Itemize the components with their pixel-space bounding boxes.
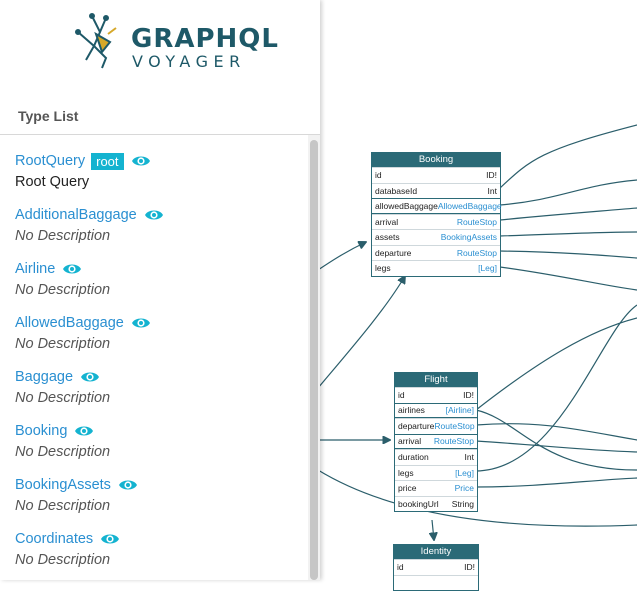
field-flight-id[interactable] (395, 387, 477, 403)
type-list-scrollbar-thumb[interactable] (310, 140, 318, 580)
field-flight-bookingurl[interactable] (395, 496, 477, 512)
eye-icon[interactable] (100, 532, 120, 546)
type-link-baggage[interactable]: Baggage (15, 369, 74, 385)
field-type: Int (487, 185, 497, 196)
field-booking-id[interactable] (372, 167, 500, 183)
type-item-airline (15, 259, 110, 309)
field-type-link[interactable]: [Airline] (445, 405, 474, 416)
root-badge: root (91, 153, 123, 170)
type-list[interactable] (0, 135, 306, 580)
field-name: arrival (375, 216, 399, 227)
field-name: legs (398, 467, 414, 478)
field-name: bookingUrl (398, 498, 439, 509)
field-name: id (398, 390, 405, 401)
node-booking[interactable] (371, 152, 501, 277)
logo-subtitle: VOYAGER (132, 52, 246, 71)
field-booking-departure[interactable] (372, 245, 500, 261)
field-name: departure (398, 421, 435, 432)
field-flight-legs[interactable] (395, 465, 477, 481)
type-item-baggage (15, 367, 110, 417)
eye-icon[interactable] (74, 424, 94, 438)
field-name: price (398, 483, 417, 494)
type-item-bookingassets (15, 475, 138, 525)
field-type: ID! (464, 562, 475, 573)
field-name: assets (375, 232, 400, 243)
field-type-link[interactable]: [Leg] (455, 467, 474, 478)
field-flight-price[interactable] (395, 480, 477, 496)
eye-icon[interactable] (62, 262, 82, 276)
field-flight-airlines[interactable] (395, 403, 477, 419)
field-type: String (451, 498, 474, 509)
node-flight[interactable] (394, 372, 478, 512)
field-type-link[interactable]: RouteStop (456, 247, 497, 258)
eye-icon[interactable] (144, 208, 164, 222)
field-name: id (375, 170, 382, 181)
type-description: No Description (15, 282, 111, 298)
type-link-airline[interactable]: Airline (15, 261, 56, 277)
field-name: allowedBaggage (375, 200, 438, 211)
type-link-additionalbaggage[interactable]: AdditionalBaggage (15, 207, 137, 223)
field-flight-departure[interactable] (395, 418, 477, 434)
field-type: ID! (486, 170, 497, 181)
field-booking-legs[interactable] (372, 260, 500, 276)
field-flight-arrival[interactable] (395, 434, 477, 450)
eye-icon[interactable] (80, 370, 100, 384)
field-identity-clipped[interactable] (394, 575, 478, 591)
field-type-link[interactable]: BookingAssets (440, 232, 497, 243)
type-link-booking[interactable]: Booking (15, 423, 68, 439)
field-booking-databaseid[interactable] (372, 183, 500, 199)
logo-title: GRAPHQL (131, 24, 279, 54)
type-item-coordinates (15, 529, 120, 579)
field-type-link[interactable]: RouteStop (456, 216, 497, 227)
field-name: airlines (398, 405, 425, 416)
eye-icon[interactable] (118, 478, 138, 492)
type-item-booking (15, 421, 110, 471)
node-identity-title[interactable]: Identity (394, 545, 478, 559)
type-link-rootquery[interactable]: RootQuery (15, 153, 86, 169)
field-name: legs (375, 263, 391, 274)
node-booking-title[interactable]: Booking (372, 153, 500, 167)
type-description: No Description (15, 552, 111, 568)
field-booking-arrival[interactable] (372, 214, 500, 230)
field-type-link[interactable]: [Leg] (478, 263, 497, 274)
node-identity[interactable] (393, 544, 479, 591)
type-description: No Description (15, 390, 111, 406)
node-flight-title[interactable]: Flight (395, 373, 477, 387)
type-list-heading: Type List (18, 108, 79, 124)
field-booking-assets[interactable] (372, 229, 500, 245)
field-name: arrival (398, 436, 422, 447)
type-description: No Description (15, 336, 111, 352)
type-item-allowedbaggage (15, 313, 151, 363)
type-description: No Description (15, 228, 111, 244)
field-booking-allowedbaggage[interactable] (372, 198, 500, 214)
type-link-bookingassets[interactable]: BookingAssets (15, 477, 111, 493)
voyager-satellite-icon (72, 12, 128, 72)
field-type-link[interactable]: RouteStop (434, 421, 475, 432)
field-flight-duration[interactable] (395, 449, 477, 465)
side-panel (0, 0, 320, 580)
eye-icon[interactable] (131, 316, 151, 330)
type-description: No Description (15, 444, 111, 460)
type-description: No Description (15, 498, 111, 514)
type-item-additionalbaggage (15, 205, 164, 255)
field-type: Int (464, 452, 474, 463)
field-name: databaseId (375, 185, 418, 196)
type-item-rootquery (15, 151, 151, 201)
type-link-coordinates[interactable]: Coordinates (15, 531, 94, 547)
logo (72, 12, 279, 74)
field-type-link[interactable]: AllowedBaggage (437, 200, 502, 211)
field-name: duration (398, 452, 429, 463)
type-link-allowedbaggage[interactable]: AllowedBaggage (15, 315, 124, 331)
field-name: id (397, 562, 404, 573)
field-type-link[interactable]: RouteStop (433, 436, 474, 447)
field-type-link[interactable]: Price (454, 483, 474, 494)
eye-icon[interactable] (131, 154, 151, 168)
type-description: Root Query (15, 174, 90, 190)
field-identity-id[interactable] (394, 559, 478, 575)
field-name: departure (375, 247, 412, 258)
field-type: ID! (463, 390, 474, 401)
